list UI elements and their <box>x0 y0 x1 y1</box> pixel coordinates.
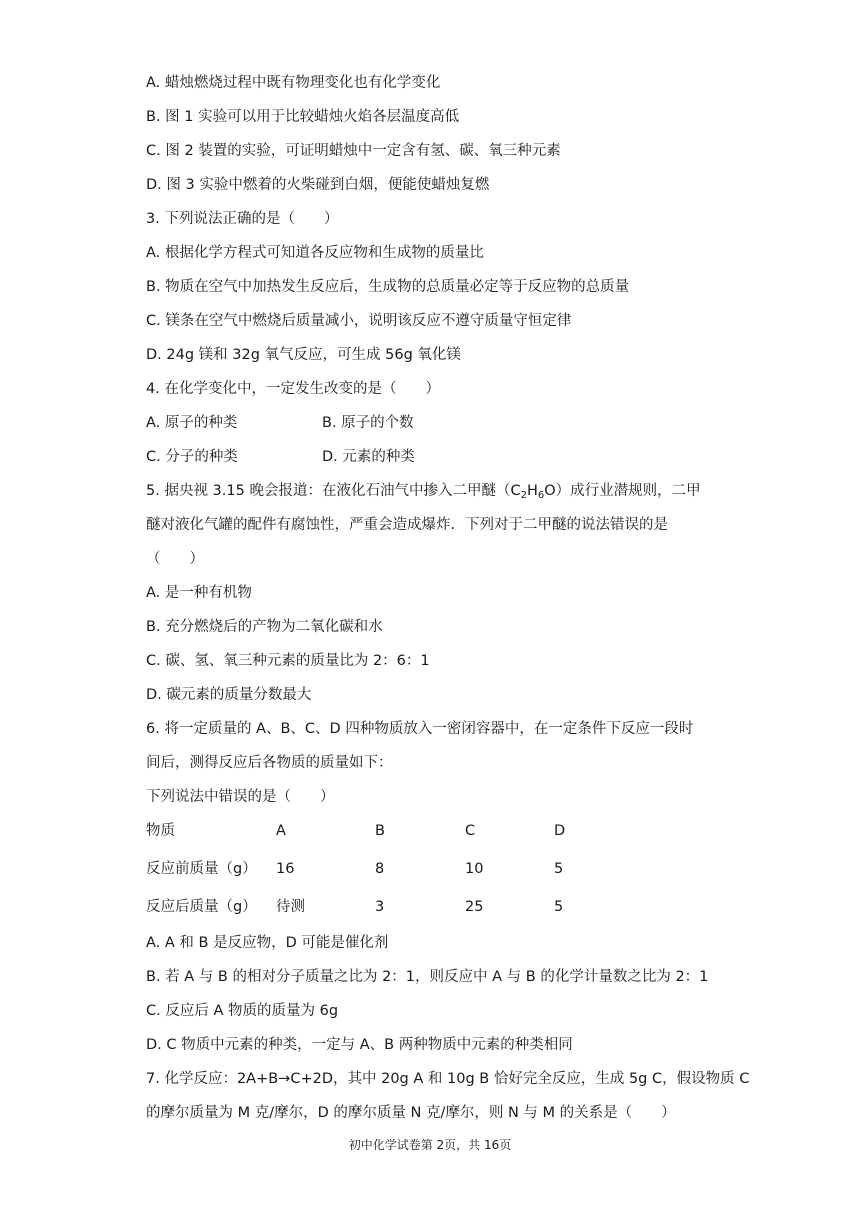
q3-option-a: A. 根据化学方程式可知道各反应物和生成物的质量比 <box>146 245 484 261</box>
q4-option-a: A. 原子的种类 <box>146 415 238 431</box>
q2-option-b: B. 图 1 实验可以用于比较蜡烛火焰各层温度高低 <box>146 109 460 125</box>
q5-option-a: A. 是一种有机物 <box>146 585 252 601</box>
q5-stem-text: 5. 据央视 3.15 晚会报道：在液化石油气中掺入二甲醚（C <box>146 483 521 499</box>
formula-subscript: 6 <box>537 490 545 501</box>
q7-stem-line1: 7. 化学反应：2A+B→C+2D，其中 20g A 和 10g B 恰好完全反应，生成 5g C，假设物质 C <box>146 1071 750 1087</box>
q3-option-c: C. 镁条在空气中燃烧后质量减小，说明该反应不遵守质量守恒定律 <box>146 313 572 329</box>
table-cell: 5 <box>554 899 564 915</box>
q6-stem-line1: 6. 将一定质量的 A、B、C、D 四种物质放入一密闭容器中，在一定条件下反应一段时 <box>146 721 694 737</box>
page-footer: 初中化学试卷第 2页，共 16页 <box>348 1138 512 1152</box>
table-cell: A <box>276 823 286 839</box>
table-cell: 3 <box>375 899 385 915</box>
table-cell: 反应前质量（g） <box>146 861 257 877</box>
q3-option-d: D. 24g 镁和 32g 氧气反应，可生成 56g 氧化镁 <box>146 347 461 363</box>
table-cell: 8 <box>375 861 385 877</box>
q6-stem-line2: 间后，测得反应后各物质的质量如下： <box>146 755 393 771</box>
q2-option-a: A. 蜡烛燃烧过程中既有物理变化也有化学变化 <box>146 75 441 91</box>
table-cell: C <box>465 823 476 839</box>
table-cell: 5 <box>554 861 564 877</box>
q6-option-d: D. C 物质中元素的种类，一定与 A、B 两种物质中元素的种类相同 <box>146 1037 573 1053</box>
q4-option-c: C. 分子的种类 <box>146 449 238 465</box>
table-cell: 25 <box>465 899 484 915</box>
formula-element: H <box>526 483 538 499</box>
q3-stem: 3. 下列说法正确的是（ ） <box>146 211 339 227</box>
q6-option-b: B. 若 A 与 B 的相对分子质量之比为 2：1，则反应中 A 与 B 的化学计量数之比为 2：1 <box>146 969 709 985</box>
q5-stem-line2: 醚对液化气罐的配件有腐蚀性，严重会造成爆炸．下列对于二甲醚的说法错误的是 <box>146 517 668 533</box>
q6-stem-line3: 下列说法中错误的是（ ） <box>146 789 335 805</box>
q4-option-b: B. 原子的个数 <box>322 415 414 431</box>
q5-option-d: D. 碳元素的质量分数最大 <box>146 687 312 703</box>
q5-stem-text: O）成行业潜规则，二甲 <box>544 483 701 499</box>
q5-option-c: C. 碳、氢、氧三种元素的质量比为 2：6：1 <box>146 653 430 669</box>
q2-option-c: C. 图 2 装置的实验，可证明蜡烛中一定含有氢、碳、氧三种元素 <box>146 143 561 159</box>
q6-option-a: A. A 和 B 是反应物，D 可能是催化剂 <box>146 935 389 951</box>
q5-stem-line1 <box>146 481 701 506</box>
table-cell: 16 <box>276 861 295 877</box>
table-cell: 待测 <box>276 899 305 915</box>
table-cell: D <box>554 823 566 839</box>
formula-subscript: 2 <box>520 490 527 501</box>
table-cell: 反应后质量（g） <box>146 899 257 915</box>
q3-option-b: B. 物质在空气中加热发生反应后，生成物的总质量必定等于反应物的总质量 <box>146 279 630 295</box>
q6-option-c: C. 反应后 A 物质的质量为 6g <box>146 1003 339 1019</box>
table-cell: 10 <box>465 861 484 877</box>
q5-option-b: B. 充分燃烧后的产物为二氧化碳和水 <box>146 619 383 635</box>
table-cell: B <box>375 823 385 839</box>
q4-stem: 4. 在化学变化中，一定发生改变的是（ ） <box>146 381 440 397</box>
q4-option-d: D. 元素的种类 <box>322 449 415 465</box>
q7-stem-line2: 的摩尔质量为 M 克/摩尔，D 的摩尔质量 N 克/摩尔，则 N 与 M 的关系是（ ） <box>146 1105 676 1121</box>
q5-stem-line3: （ ） <box>146 551 204 567</box>
table-cell: 物质 <box>146 823 175 839</box>
q2-option-d: D. 图 3 实验中燃着的火柴碰到白烟，便能使蜡烛复燃 <box>146 177 490 193</box>
